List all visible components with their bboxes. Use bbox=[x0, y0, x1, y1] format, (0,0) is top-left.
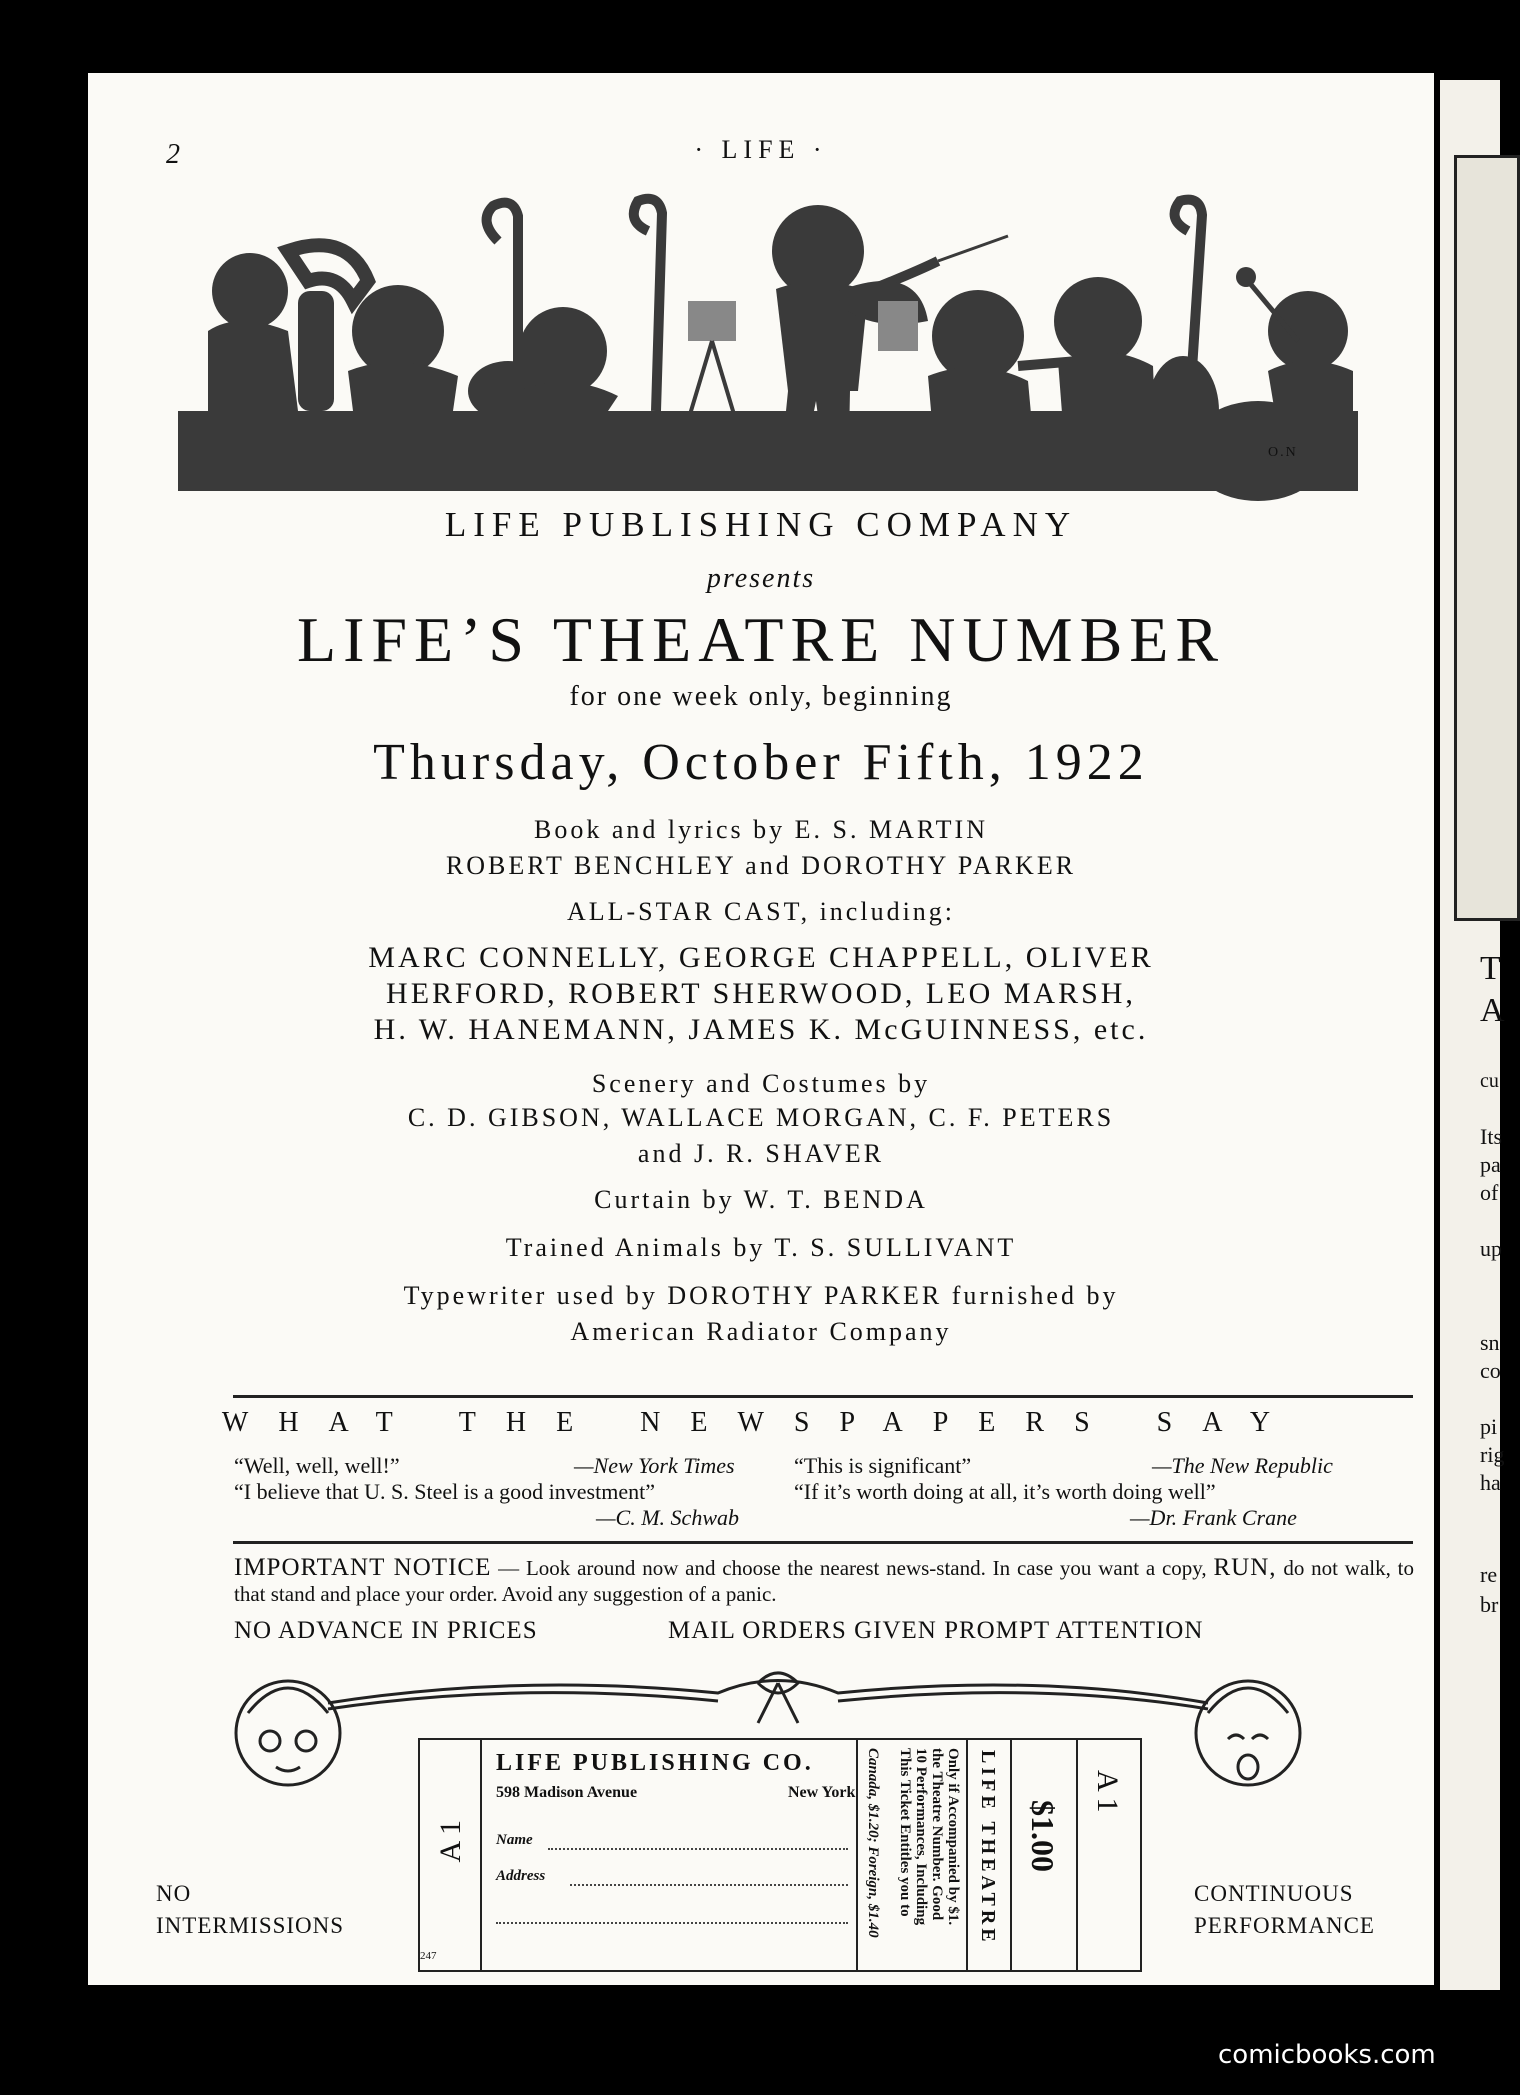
mail-orders-line: MAIL ORDERS GIVEN PROMPT ATTENTION bbox=[668, 1617, 1204, 1644]
illustrator-signature: O.N bbox=[1268, 445, 1298, 460]
ticket-rule bbox=[966, 1740, 968, 1970]
magazine-page bbox=[88, 73, 1434, 1985]
caption-line: NO bbox=[156, 1881, 192, 1906]
notice-label: IMPORTANT NOTICE bbox=[234, 1554, 492, 1581]
ticket-terms: This Ticket Entitles you to bbox=[897, 1748, 913, 1917]
left-caption bbox=[156, 1878, 344, 1942]
credit-line: and J. R. SHAVER bbox=[637, 1139, 885, 1168]
quote-text: “This is significant” bbox=[794, 1453, 972, 1478]
adjacent-fragment: cu bbox=[1480, 1070, 1499, 1092]
notice-run: RUN, bbox=[1213, 1554, 1277, 1581]
credit-line: HERFORD, ROBERT SHERWOOD, LEO MARSH, bbox=[386, 977, 1136, 1010]
address-field-label: Address bbox=[496, 1868, 546, 1884]
quote-source: —Dr. Frank Crane bbox=[1130, 1505, 1297, 1530]
address-field-line-2[interactable] bbox=[496, 1912, 848, 1924]
seat-label: A 1 bbox=[1091, 1770, 1124, 1813]
credit-line: H. W. HANEMANN, JAMES K. McGUINNESS, etc. bbox=[373, 1013, 1149, 1046]
adjacent-fragment: Its bbox=[1480, 1124, 1502, 1149]
caption-line: PERFORMANCE bbox=[1194, 1913, 1375, 1938]
ticket-rule bbox=[1076, 1740, 1078, 1970]
site-watermark: comicbooks.com bbox=[1218, 2040, 1436, 2070]
credit-line: MARC CONNELLY, GEORGE CHAPPELL, OLIVER bbox=[368, 941, 1154, 974]
ticket-stub-left bbox=[420, 1740, 482, 1970]
divider bbox=[233, 1541, 1413, 1544]
caption-line: CONTINUOUS bbox=[1194, 1881, 1354, 1906]
ticket-terms: the Theatre Number. Good bbox=[929, 1748, 945, 1921]
adjacent-fragment: pi bbox=[1480, 1414, 1498, 1439]
adjacent-fragment: A bbox=[1480, 992, 1505, 1029]
running-head: · LIFE · bbox=[694, 135, 828, 164]
address-field[interactable] bbox=[570, 1874, 848, 1886]
quote-text: “I believe that U. S. Steel is a good investment” bbox=[234, 1479, 655, 1504]
credit-line: Typewriter used by DOROTHY PARKER furnished by bbox=[403, 1281, 1119, 1310]
adjacent-fragment: of bbox=[1480, 1180, 1499, 1205]
notice-body: — Look around now and choose the nearest news-stand. In case you want a copy, bbox=[498, 1556, 1207, 1580]
important-notice bbox=[234, 1555, 1414, 1607]
page-title: LIFE’S THEATRE NUMBER bbox=[296, 604, 1226, 675]
adjacent-page-frame bbox=[1454, 155, 1520, 921]
quote-source: —C. M. Schwab bbox=[596, 1505, 739, 1530]
credit-line: Curtain by W. T. BENDA bbox=[594, 1185, 928, 1214]
adjacent-fragment: ha bbox=[1480, 1470, 1501, 1495]
price-note: Canada, $1.20; Foreign, $1.40 bbox=[865, 1748, 881, 1938]
name-field-label: Name bbox=[496, 1832, 533, 1848]
quote-source: —The New Republic bbox=[1152, 1453, 1333, 1478]
page-number: 2 bbox=[166, 139, 180, 170]
credit-line: American Radiator Company bbox=[570, 1317, 952, 1346]
ticket-price: $1.00 bbox=[1025, 1800, 1061, 1872]
opening-date: Thursday, October Fifth, 1922 bbox=[373, 734, 1149, 791]
credit-line: ALL-STAR CAST, including: bbox=[566, 897, 956, 926]
quote-text: “If it’s worth doing at all, it’s worth doing well” bbox=[794, 1479, 1216, 1504]
adjacent-fragment: re bbox=[1480, 1562, 1498, 1587]
ticket-theatre: LIFE THEATRE bbox=[977, 1750, 999, 1946]
credit-line: C. D. GIBSON, WALLACE MORGAN, C. F. PETERS bbox=[407, 1103, 1115, 1132]
perforation bbox=[856, 1740, 858, 1970]
ticket-terms: Only if Accompanied by $1. bbox=[945, 1748, 961, 1926]
ticket-company: LIFE PUBLISHING CO. bbox=[496, 1750, 814, 1776]
credit-line: Scenery and Costumes by bbox=[591, 1069, 931, 1098]
credit-line: Trained Animals by T. S. SULLIVANT bbox=[505, 1233, 1017, 1262]
adjacent-fragment: rig bbox=[1480, 1442, 1505, 1467]
credit-line: ROBERT BENCHLEY and DOROTHY PARKER bbox=[445, 851, 1077, 880]
adjacent-fragment: T bbox=[1480, 950, 1501, 987]
ticket-serial-number: 247 bbox=[420, 1950, 437, 1962]
credit-line: Book and lyrics by E. S. MARTIN bbox=[534, 815, 988, 844]
adjacent-fragment: pa bbox=[1480, 1152, 1501, 1177]
adjacent-fragment: co bbox=[1480, 1358, 1501, 1383]
ticket-rule bbox=[1010, 1740, 1012, 1970]
cherub-orchestra-silhouette bbox=[178, 191, 1358, 531]
ticket-city: New York bbox=[788, 1784, 856, 1801]
adjacent-fragment: sn bbox=[1480, 1330, 1500, 1355]
no-advance-line: NO ADVANCE IN PRICES bbox=[234, 1617, 538, 1644]
adjacent-page-edge bbox=[1440, 80, 1505, 1990]
divider bbox=[233, 1395, 1413, 1398]
order-ticket[interactable] bbox=[418, 1738, 1142, 1972]
ticket-terms: 10 Performances, Including bbox=[913, 1748, 929, 1926]
adjacent-fragment: up bbox=[1480, 1236, 1502, 1261]
seat-label: A 1 bbox=[434, 1820, 467, 1863]
quote-source: —New York Times bbox=[574, 1453, 735, 1478]
right-caption bbox=[1194, 1878, 1375, 1942]
caption-line: INTERMISSIONS bbox=[156, 1913, 345, 1938]
ticket-address: 598 Madison Avenue bbox=[496, 1784, 638, 1801]
newspapers-heading: WHAT THE NEWSPAPERS SAY bbox=[221, 1407, 1301, 1438]
run-note: for one week only, beginning bbox=[569, 681, 953, 712]
presents-line: presents bbox=[706, 563, 816, 594]
adjacent-fragment: br bbox=[1480, 1592, 1499, 1617]
publisher-line: LIFE PUBLISHING COMPANY bbox=[444, 505, 1078, 544]
notice-body: do not walk, to that stand and place your order. Avoid any suggestion of a panic. bbox=[234, 1556, 1415, 1606]
quote-text: “Well, well, well!” bbox=[234, 1453, 400, 1478]
name-field[interactable] bbox=[548, 1838, 848, 1850]
